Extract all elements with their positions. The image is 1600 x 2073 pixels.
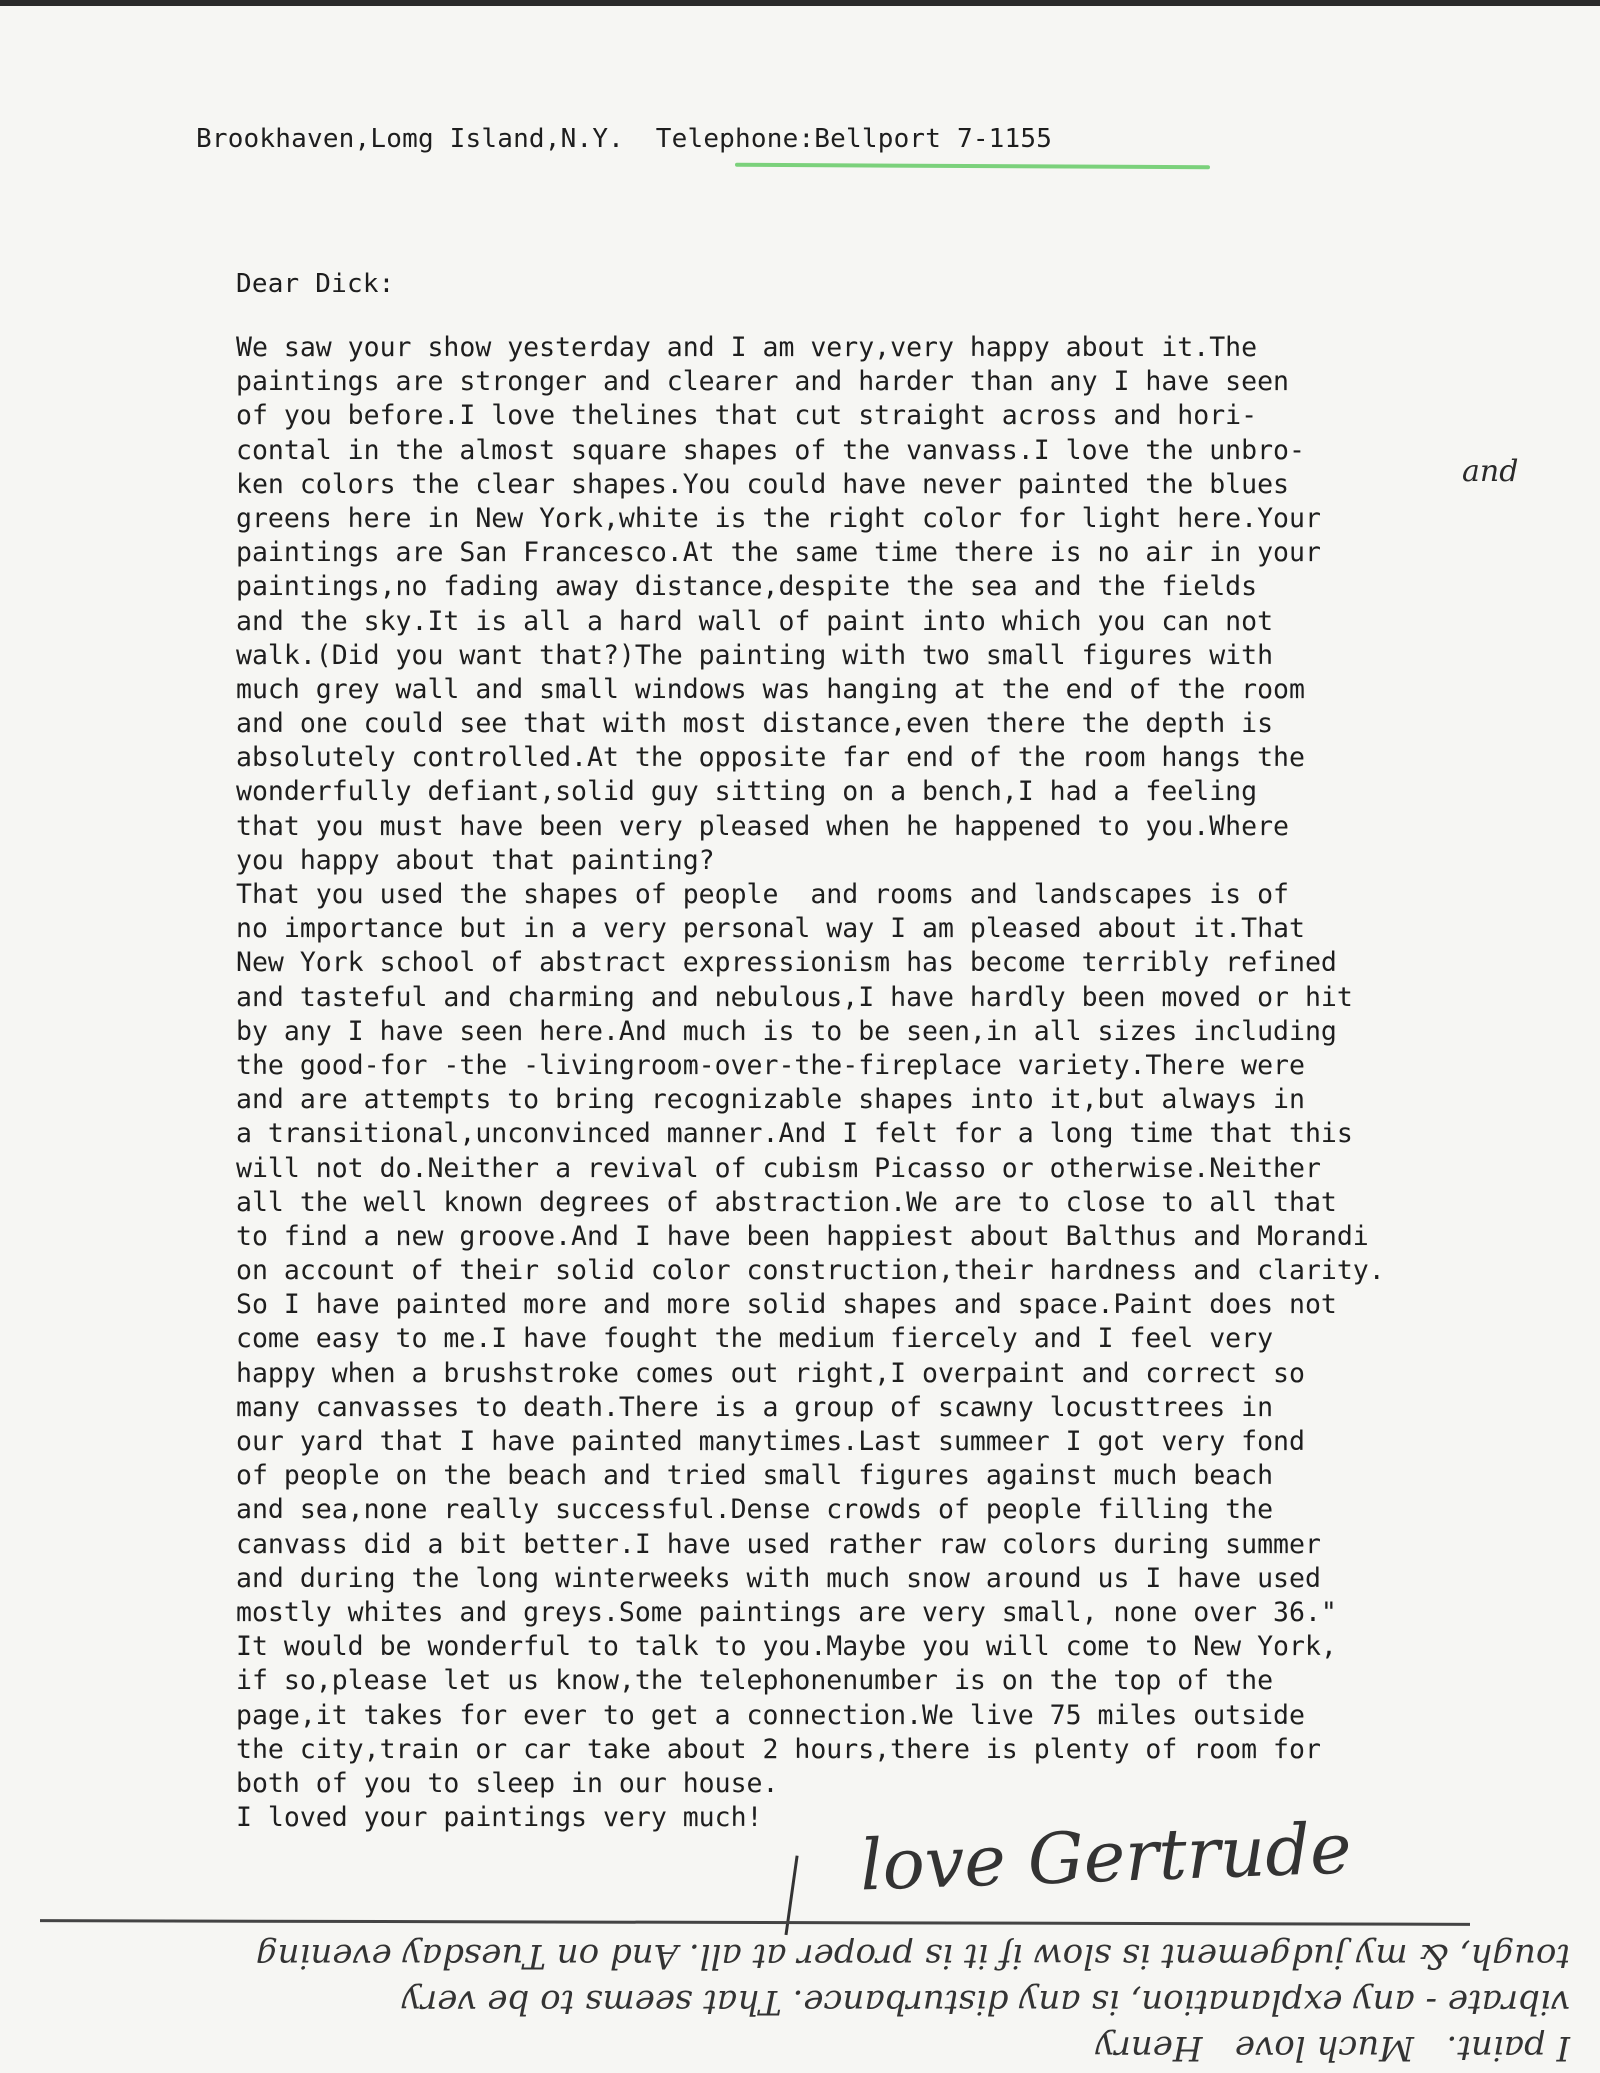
- body-line: paintings are San Francesco.At the same time there is no air in your: [236, 537, 1321, 569]
- body-line: and one could see that with most distance,even there the depth is: [236, 708, 1274, 740]
- footer-note-line-2: tough, & my judgement is slow if it is proper at all. And on Tuesday evening: [255, 1936, 1570, 1976]
- body-line: So I have painted more and more solid shapes and space.Paint does not: [236, 1289, 1337, 1321]
- telephone: Telephone:Bellport 7-1155: [655, 124, 1053, 154]
- body-line: by any I have seen here.And much is to be seen,in all sizes including: [236, 1015, 1337, 1047]
- body-line: on account of their solid color construction,their hardness and clarity.: [236, 1255, 1385, 1287]
- body-line: paintings,no fading away distance,despite the sea and the fields: [236, 571, 1258, 603]
- body-line: the city,train or car take about 2 hours,there is plenty of room for: [236, 1733, 1321, 1765]
- body-line: wonderfully defiant,solid guy sitting on a bench,I had a feeling: [236, 776, 1258, 808]
- letter-body: [236, 331, 1566, 1835]
- green-underline: [735, 163, 1210, 169]
- upside-down-note: [30, 1931, 1570, 2071]
- letterhead: [196, 124, 1052, 154]
- signature: love Gertrude: [858, 1807, 1353, 1907]
- body-line: absolutely controlled.At the opposite far end of the room hangs the: [236, 742, 1305, 774]
- body-line: of you before.I love thelines that cut straight across and hori-: [236, 400, 1258, 432]
- body-line: and tasteful and charming and nebulous,I have hardly been moved or hit: [236, 981, 1353, 1013]
- address: Brookhaven,Lomg Island,N.Y.: [196, 124, 625, 154]
- body-line: contal in the almost square shapes of the vanvass.I love the unbro-: [236, 434, 1305, 466]
- body-line: and during the long winterweeks with much snow around us I have used: [236, 1562, 1321, 1594]
- body-line: the good-for -the -livingroom-over-the-fireplace variety.There were: [236, 1049, 1305, 1081]
- body-line: much grey wall and small windows was hanging at the end of the room: [236, 673, 1305, 705]
- body-line: paintings are stronger and clearer and harder than any I have seen: [236, 366, 1289, 398]
- body-line: It would be wonderful to talk to you.Maybe you will come to New York,: [236, 1631, 1337, 1663]
- body-line: We saw your show yesterday and I am very,very happy about it.The: [236, 332, 1258, 363]
- body-line: will not do.Neither a revival of cubism Picasso or otherwise.Neither: [236, 1152, 1321, 1184]
- body-line: greens here in New York,white is the right color for light here.Your: [236, 502, 1321, 534]
- body-line: come easy to me.I have fought the medium fiercely and I feel very: [236, 1323, 1274, 1355]
- body-line: all the well known degrees of abstraction.We are to close to all that: [236, 1186, 1337, 1218]
- body-line: and are attempts to bring recognizable shapes into it,but always in: [236, 1084, 1305, 1116]
- salutation: Dear Dick:: [236, 269, 395, 299]
- divider-line: [40, 1919, 1470, 1926]
- body-line: That you used the shapes of people and rooms and landscapes is of: [236, 879, 1289, 910]
- signature-bracket: [784, 1855, 808, 1936]
- body-line: that you must have been very pleased when he happened to you.Where: [236, 810, 1289, 842]
- body-line: canvass did a bit better.I have used rather raw colors during summer: [236, 1528, 1321, 1560]
- footer-note-line-3: I paint. Much love Henry: [1095, 2028, 1570, 2068]
- body-line: our yard that I have painted manytimes.Last summeer I got very fond: [236, 1426, 1305, 1457]
- body-line: ken colors the clear shapes.You could have never painted the blues: [236, 468, 1289, 500]
- body-line: of people on the beach and tried small figures against much beach: [236, 1460, 1274, 1492]
- body-line: mostly whites and greys.Some paintings are very small, none over 36.": [236, 1596, 1337, 1628]
- body-line: to find a new groove.And I have been happiest about Balthus and Morandi: [236, 1220, 1369, 1252]
- body-line: if so,please let us know,the telephonenumber is on the top of the: [236, 1665, 1274, 1697]
- footer-note-line-1: vibrate - any explanation, is any disturbance. That seems to be very: [401, 1982, 1570, 2022]
- body-line: New York school of abstract expressionism has become terribly refined: [236, 947, 1337, 979]
- margin-note: and: [1462, 454, 1519, 489]
- body-line: happy when a brushstroke comes out right,I overpaint and correct so: [236, 1357, 1305, 1389]
- body-line: I loved your paintings very much!: [236, 1802, 763, 1834]
- body-line: page,it takes for ever to get a connection.We live 75 miles outside: [236, 1699, 1305, 1731]
- body-line: many canvasses to death.There is a group of scawny locusttrees in: [236, 1391, 1274, 1423]
- body-line: both of you to sleep in our house.: [236, 1767, 779, 1799]
- body-line: you happy about that painting?: [236, 844, 715, 876]
- body-line: and sea,none really successful.Dense crowds of people filling the: [236, 1494, 1274, 1526]
- body-line: a transitional,unconvinced manner.And I felt for a long time that this: [236, 1118, 1353, 1150]
- body-line: and the sky.It is all a hard wall of paint into which you can not: [236, 605, 1274, 637]
- body-line: no importance but in a very personal way I am pleased about it.That: [236, 913, 1305, 945]
- body-line: walk.(Did you want that?)The painting with two small figures with: [236, 639, 1274, 671]
